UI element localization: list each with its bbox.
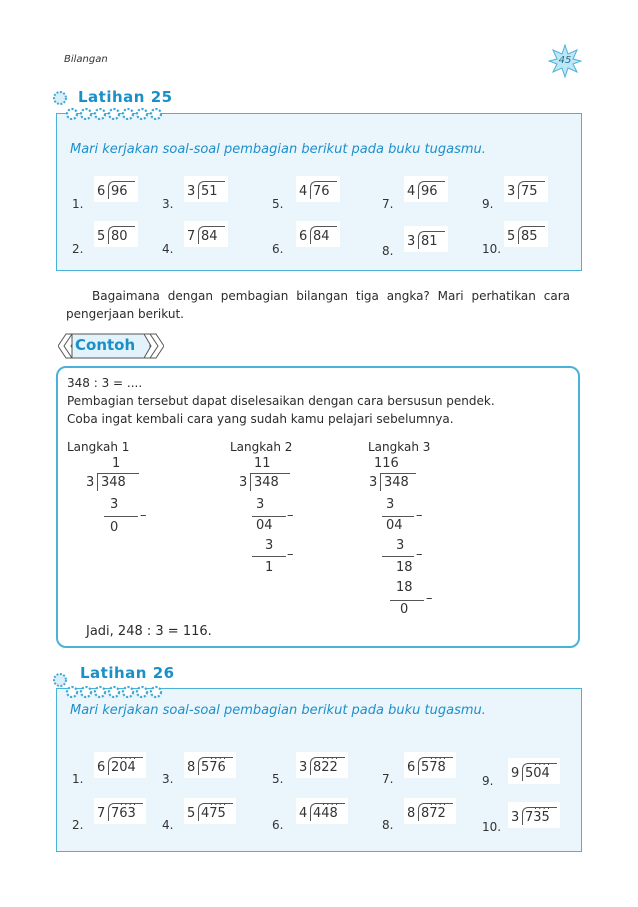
problem-number: 3. bbox=[162, 772, 174, 786]
division-bracket bbox=[380, 473, 381, 491]
division-problem: 6 578 .... bbox=[404, 752, 456, 778]
step2-remainder2: 1 bbox=[265, 560, 274, 575]
step1-divisor: 3 bbox=[86, 475, 95, 490]
division-problem: 4 76 bbox=[296, 176, 340, 202]
intro-paragraph: Bagaimana dengan pembagian bilangan tiga angka? Mari perhatikan cara pengerjaan berikut. bbox=[66, 289, 570, 321]
contoh-title: Contoh bbox=[75, 336, 136, 354]
step1-remainder: 0 bbox=[110, 520, 119, 535]
division-bracket bbox=[250, 473, 251, 491]
division-problem: 6 204 .... bbox=[94, 752, 146, 778]
step3-subtract2: 3 bbox=[396, 538, 405, 553]
division-problem: 7 84 bbox=[184, 221, 228, 247]
step3-label: Langkah 3 bbox=[368, 440, 431, 454]
problem-number: 6. bbox=[272, 242, 284, 256]
minus-sign: – bbox=[287, 508, 294, 523]
step2-quotient: 11 bbox=[254, 456, 271, 471]
division-problem: 8 576 .... bbox=[184, 752, 236, 778]
division-problem: 8 872 .... bbox=[404, 798, 456, 824]
division-problem: 3 822 .... bbox=[296, 752, 348, 778]
subtraction-line bbox=[252, 516, 286, 517]
subtraction-line bbox=[382, 556, 414, 557]
problem-number: 10. bbox=[482, 820, 502, 834]
contoh-line3: Coba ingat kembali cara yang sudah kamu pelajari sebelumnya. bbox=[67, 412, 454, 426]
minus-sign: – bbox=[416, 547, 423, 562]
problem-number: 10. bbox=[482, 242, 502, 256]
minus-sign: – bbox=[287, 547, 294, 562]
problem-number: 1. bbox=[72, 772, 84, 786]
problem-number: 6. bbox=[272, 818, 284, 832]
subtraction-line bbox=[104, 516, 138, 517]
problem-number: 2. bbox=[72, 818, 84, 832]
step1-label: Langkah 1 bbox=[67, 440, 130, 454]
step1-quotient: 1 bbox=[112, 456, 121, 471]
step3-subtract3: 18 bbox=[396, 580, 413, 595]
page-number: 45 bbox=[558, 55, 572, 66]
problem-number: 4. bbox=[162, 818, 174, 832]
division-problem: 5 80 bbox=[94, 221, 138, 247]
step2-remainder1: 04 bbox=[256, 518, 273, 533]
contoh-conclusion: Jadi, 248 : 3 = 116. bbox=[86, 624, 212, 639]
division-problem: 6 84 bbox=[296, 221, 340, 247]
division-bar bbox=[250, 473, 290, 474]
problem-number: 1. bbox=[72, 197, 84, 211]
division-problem: 7 763 .... bbox=[94, 798, 146, 824]
step2-subtract2: 3 bbox=[265, 538, 274, 553]
minus-sign: – bbox=[426, 591, 433, 606]
problem-number: 8. bbox=[382, 244, 394, 258]
division-problem: 3 81 bbox=[404, 226, 448, 252]
problem-number: 5. bbox=[272, 197, 284, 211]
minus-sign: – bbox=[416, 508, 423, 523]
chapter-label: Bilangan bbox=[64, 54, 108, 65]
step3-divisor: 3 bbox=[369, 475, 378, 490]
division-bar bbox=[380, 473, 416, 474]
step3-subtract1: 3 bbox=[386, 497, 395, 512]
division-bar bbox=[97, 473, 139, 474]
minus-sign: – bbox=[140, 508, 147, 523]
step3-remainder1: 04 bbox=[386, 518, 403, 533]
problem-number: 8. bbox=[382, 818, 394, 832]
step3-remainder3: 0 bbox=[400, 602, 409, 617]
latihan25-title: Latihan 25 bbox=[78, 88, 173, 106]
contoh-panel bbox=[56, 366, 580, 648]
step2-subtract1: 3 bbox=[256, 497, 265, 512]
step2-label: Langkah 2 bbox=[230, 440, 293, 454]
problem-number: 7. bbox=[382, 772, 394, 786]
subtraction-line bbox=[390, 600, 424, 601]
division-problem: 4 96 bbox=[404, 176, 448, 202]
contoh-line1: 348 : 3 = .... bbox=[67, 376, 143, 390]
step2-dividend: 348 bbox=[254, 475, 279, 490]
step3-dividend: 348 bbox=[384, 475, 409, 490]
latihan25-instruction: Mari kerjakan soal-soal pembagian berikut pada buku tugasmu. bbox=[70, 142, 486, 157]
division-problem: 3 735 .... bbox=[508, 802, 560, 828]
division-problem: 3 51 bbox=[184, 176, 228, 202]
subtraction-line bbox=[382, 516, 414, 517]
problem-number: 7. bbox=[382, 197, 394, 211]
step1-subtract: 3 bbox=[110, 497, 119, 512]
problem-number: 3. bbox=[162, 197, 174, 211]
problem-number: 9. bbox=[482, 774, 494, 788]
division-bracket bbox=[97, 473, 98, 491]
problem-number: 9. bbox=[482, 197, 494, 211]
subtraction-line bbox=[252, 556, 286, 557]
problem-number: 2. bbox=[72, 242, 84, 256]
step3-remainder2: 18 bbox=[396, 560, 413, 575]
step3-quotient: 116 bbox=[374, 456, 399, 471]
latihan26-instruction: Mari kerjakan soal-soal pembagian berikut pada buku tugasmu. bbox=[70, 703, 486, 718]
division-problem: 9 504 .... bbox=[508, 758, 560, 784]
division-problem: 5 85 bbox=[504, 221, 548, 247]
step1-dividend: 348 bbox=[101, 475, 126, 490]
step2-divisor: 3 bbox=[239, 475, 248, 490]
division-problem: 4 448 .... bbox=[296, 798, 348, 824]
problem-number: 5. bbox=[272, 772, 284, 786]
division-problem: 3 75 bbox=[504, 176, 548, 202]
latihan26-title: Latihan 26 bbox=[80, 664, 175, 682]
problem-number: 4. bbox=[162, 242, 174, 256]
division-problem: 5 475 .... bbox=[184, 798, 236, 824]
division-problem: 6 96 bbox=[94, 176, 138, 202]
contoh-line2: Pembagian tersebut dapat diselesaikan dengan cara bersusun pendek. bbox=[67, 394, 495, 408]
